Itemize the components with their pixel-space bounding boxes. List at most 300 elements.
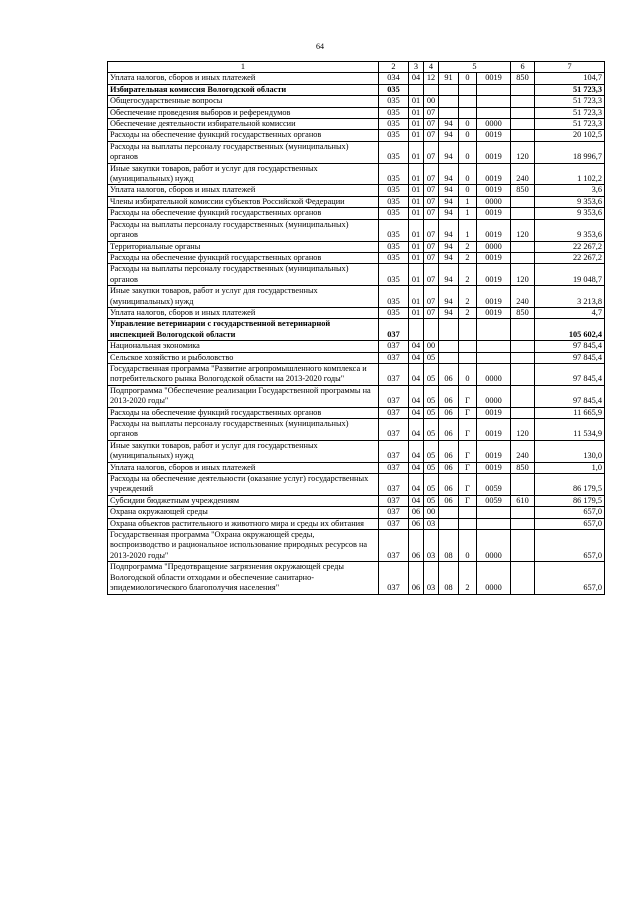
row-ved: 037 <box>379 319 409 341</box>
table-row <box>108 219 605 241</box>
row-program: 94 <box>439 252 459 263</box>
row-rz: 01 <box>409 264 424 286</box>
header-col-5: 5 <box>439 62 511 73</box>
row-subprogram: 0 <box>459 530 477 562</box>
row-program: 94 <box>439 163 459 185</box>
row-direction <box>477 319 511 341</box>
row-subprogram: Г <box>459 407 477 418</box>
row-rz: 04 <box>409 352 424 363</box>
row-ved: 035 <box>379 219 409 241</box>
row-rz <box>409 84 424 95</box>
row-rz: 04 <box>409 474 424 496</box>
row-ved: 037 <box>379 518 409 529</box>
row-program: 91 <box>439 73 459 84</box>
header-col-4: 4 <box>424 62 439 73</box>
row-direction: 0000 <box>477 196 511 207</box>
row-pr: 05 <box>424 385 439 407</box>
row-subprogram: 1 <box>459 208 477 219</box>
row-rz: 01 <box>409 119 424 130</box>
row-subprogram: Г <box>459 440 477 462</box>
row-name: Государственная программа "Развитие агропромышленного комплекса и потребительского рынка Вологодской области на 2013-2020 годы" <box>108 363 379 385</box>
row-pr: 07 <box>424 107 439 118</box>
row-sum: 11 665,9 <box>535 407 605 418</box>
row-ved: 035 <box>379 241 409 252</box>
row-subprogram: 0 <box>459 141 477 163</box>
row-name: Иные закупки товаров, работ и услуг для государственных (муниципальных) нужд <box>108 440 379 462</box>
row-pr: 07 <box>424 196 439 207</box>
row-rz: 04 <box>409 462 424 473</box>
row-sum: 9 353,6 <box>535 219 605 241</box>
row-expense-type <box>511 341 535 352</box>
row-ved: 037 <box>379 440 409 462</box>
row-sum: 130,0 <box>535 440 605 462</box>
row-program: 06 <box>439 385 459 407</box>
row-sum: 97 845,4 <box>535 341 605 352</box>
row-expense-type <box>511 363 535 385</box>
row-ved: 035 <box>379 208 409 219</box>
row-name: Охрана объектов растительного и животного мира и среды их обитания <box>108 518 379 529</box>
row-direction: 0019 <box>477 73 511 84</box>
row-rz <box>409 319 424 341</box>
row-name: Обеспечение проведения выборов и референдумов <box>108 107 379 118</box>
table-row <box>108 407 605 418</box>
row-pr: 03 <box>424 562 439 594</box>
row-ved: 037 <box>379 530 409 562</box>
row-rz: 04 <box>409 407 424 418</box>
row-subprogram: 2 <box>459 252 477 263</box>
row-program <box>439 84 459 95</box>
row-name: Расходы на выплаты персоналу государственных (муниципальных) органов <box>108 419 379 441</box>
row-ved: 037 <box>379 495 409 506</box>
table-row <box>108 319 605 341</box>
row-sum: 657,0 <box>535 562 605 594</box>
row-name: Избирательная комиссия Вологодской области <box>108 84 379 95</box>
row-rz: 01 <box>409 185 424 196</box>
row-expense-type <box>511 252 535 263</box>
table-row <box>108 507 605 518</box>
row-program: 94 <box>439 241 459 252</box>
row-pr: 07 <box>424 163 439 185</box>
row-expense-type <box>511 507 535 518</box>
row-direction: 0019 <box>477 440 511 462</box>
row-pr <box>424 319 439 341</box>
table-row <box>108 307 605 318</box>
table-row <box>108 462 605 473</box>
row-rz: 01 <box>409 141 424 163</box>
row-name: Уплата налогов, сборов и иных платежей <box>108 73 379 84</box>
row-sum: 97 845,4 <box>535 385 605 407</box>
row-ved: 035 <box>379 252 409 263</box>
row-subprogram <box>459 319 477 341</box>
row-sum: 20 102,5 <box>535 130 605 141</box>
table-row <box>108 163 605 185</box>
row-name: Расходы на обеспечение функций государственных органов <box>108 130 379 141</box>
row-direction: 0019 <box>477 219 511 241</box>
row-sum: 51 723,3 <box>535 107 605 118</box>
header-col-2: 2 <box>379 62 409 73</box>
row-sum: 11 534,9 <box>535 419 605 441</box>
row-direction: 0019 <box>477 141 511 163</box>
row-pr: 07 <box>424 307 439 318</box>
header-col-6: 6 <box>511 62 535 73</box>
row-pr: 05 <box>424 462 439 473</box>
row-sum: 86 179,5 <box>535 495 605 506</box>
table-row <box>108 352 605 363</box>
row-rz: 01 <box>409 96 424 107</box>
table-row <box>108 419 605 441</box>
row-expense-type: 120 <box>511 419 535 441</box>
row-sum: 9 353,6 <box>535 196 605 207</box>
row-pr: 12 <box>424 73 439 84</box>
row-expense-type <box>511 319 535 341</box>
header-col-7: 7 <box>535 62 605 73</box>
row-subprogram <box>459 352 477 363</box>
row-ved: 035 <box>379 185 409 196</box>
row-pr: 07 <box>424 141 439 163</box>
row-expense-type: 850 <box>511 185 535 196</box>
row-rz: 04 <box>409 495 424 506</box>
table-row <box>108 107 605 118</box>
row-name: Государственная программа "Охрана окружающей среды, воспроизводство и рациональное использование природных ресурсов на 2013-2020 годы" <box>108 530 379 562</box>
row-ved: 035 <box>379 196 409 207</box>
row-sum: 4,7 <box>535 307 605 318</box>
row-rz: 06 <box>409 518 424 529</box>
row-expense-type <box>511 130 535 141</box>
row-sum: 657,0 <box>535 518 605 529</box>
row-direction <box>477 518 511 529</box>
table-row <box>108 130 605 141</box>
row-sum: 1,0 <box>535 462 605 473</box>
row-ved: 037 <box>379 562 409 594</box>
row-subprogram: 1 <box>459 219 477 241</box>
row-rz: 01 <box>409 286 424 308</box>
row-name: Национальная экономика <box>108 341 379 352</box>
row-direction <box>477 341 511 352</box>
row-direction: 0019 <box>477 185 511 196</box>
row-pr: 05 <box>424 440 439 462</box>
row-subprogram: 0 <box>459 163 477 185</box>
row-name: Расходы на выплаты персоналу государственных (муниципальных) органов <box>108 264 379 286</box>
row-direction <box>477 84 511 95</box>
row-name: Расходы на выплаты персоналу государственных (муниципальных) органов <box>108 219 379 241</box>
row-direction: 0019 <box>477 419 511 441</box>
row-subprogram <box>459 84 477 95</box>
row-direction: 0019 <box>477 208 511 219</box>
table-row <box>108 252 605 263</box>
row-sum: 104,7 <box>535 73 605 84</box>
row-subprogram: 2 <box>459 264 477 286</box>
row-direction: 0000 <box>477 241 511 252</box>
table-row <box>108 562 605 594</box>
row-program: 06 <box>439 474 459 496</box>
row-sum: 105 602,4 <box>535 319 605 341</box>
row-program: 94 <box>439 185 459 196</box>
row-pr: 00 <box>424 341 439 352</box>
row-rz: 04 <box>409 73 424 84</box>
row-name: Субсидии бюджетным учреждениям <box>108 495 379 506</box>
row-expense-type: 120 <box>511 264 535 286</box>
row-sum: 51 723,3 <box>535 96 605 107</box>
row-direction: 0019 <box>477 286 511 308</box>
row-expense-type <box>511 241 535 252</box>
table-row <box>108 341 605 352</box>
row-sum: 22 267,2 <box>535 241 605 252</box>
row-pr <box>424 84 439 95</box>
row-sum: 1 102,2 <box>535 163 605 185</box>
row-expense-type: 240 <box>511 286 535 308</box>
row-rz: 01 <box>409 307 424 318</box>
row-expense-type <box>511 530 535 562</box>
row-program: 94 <box>439 286 459 308</box>
row-rz: 01 <box>409 219 424 241</box>
row-expense-type: 120 <box>511 141 535 163</box>
row-name: Управление ветеринарии с государственной ветеринарной инспекцией Вологодской области <box>108 319 379 341</box>
row-direction <box>477 107 511 118</box>
row-pr: 07 <box>424 264 439 286</box>
table-row <box>108 286 605 308</box>
row-direction <box>477 352 511 363</box>
row-direction: 0059 <box>477 474 511 496</box>
row-expense-type <box>511 84 535 95</box>
row-pr: 00 <box>424 96 439 107</box>
row-pr: 00 <box>424 507 439 518</box>
row-sum: 3 213,8 <box>535 286 605 308</box>
row-program: 06 <box>439 495 459 506</box>
table-body <box>108 73 605 594</box>
table-row <box>108 119 605 130</box>
row-program: 06 <box>439 440 459 462</box>
row-subprogram: Г <box>459 419 477 441</box>
table-row <box>108 208 605 219</box>
table-row <box>108 530 605 562</box>
row-pr: 05 <box>424 495 439 506</box>
row-ved: 035 <box>379 307 409 318</box>
row-expense-type: 610 <box>511 495 535 506</box>
row-expense-type: 240 <box>511 163 535 185</box>
row-expense-type: 240 <box>511 440 535 462</box>
row-pr: 07 <box>424 219 439 241</box>
row-ved: 035 <box>379 96 409 107</box>
row-subprogram: Г <box>459 474 477 496</box>
row-pr: 07 <box>424 208 439 219</box>
row-program: 06 <box>439 407 459 418</box>
row-expense-type <box>511 562 535 594</box>
row-ved: 035 <box>379 107 409 118</box>
row-program: 94 <box>439 307 459 318</box>
row-program <box>439 507 459 518</box>
row-sum: 9 353,6 <box>535 208 605 219</box>
row-pr: 05 <box>424 407 439 418</box>
row-name: Подпрограмма "Предотвращение загрязнения окружающей среды Вологодской области отходами и обеспечение санитарно-эпидемиологического благополучия населения" <box>108 562 379 594</box>
row-program <box>439 96 459 107</box>
table-row <box>108 385 605 407</box>
row-subprogram <box>459 96 477 107</box>
table-row <box>108 495 605 506</box>
row-program: 08 <box>439 530 459 562</box>
row-expense-type: 120 <box>511 219 535 241</box>
row-program: 94 <box>439 264 459 286</box>
row-rz: 01 <box>409 196 424 207</box>
row-expense-type: 850 <box>511 462 535 473</box>
table-row <box>108 440 605 462</box>
row-direction: 0059 <box>477 495 511 506</box>
row-rz: 01 <box>409 252 424 263</box>
row-pr: 07 <box>424 286 439 308</box>
row-rz: 04 <box>409 363 424 385</box>
row-ved: 035 <box>379 84 409 95</box>
row-direction: 0000 <box>477 385 511 407</box>
table-row <box>108 363 605 385</box>
row-name: Охрана окружающей среды <box>108 507 379 518</box>
row-pr: 05 <box>424 352 439 363</box>
table-row <box>108 264 605 286</box>
row-subprogram <box>459 107 477 118</box>
row-name: Иные закупки товаров, работ и услуг для государственных (муниципальных) нужд <box>108 163 379 185</box>
row-direction: 0019 <box>477 307 511 318</box>
row-sum: 97 845,4 <box>535 352 605 363</box>
row-sum: 22 267,2 <box>535 252 605 263</box>
row-expense-type <box>511 107 535 118</box>
row-direction: 0019 <box>477 264 511 286</box>
row-ved: 037 <box>379 363 409 385</box>
row-subprogram: Г <box>459 462 477 473</box>
row-direction: 0000 <box>477 530 511 562</box>
row-expense-type: 850 <box>511 73 535 84</box>
row-name: Расходы на обеспечение функций государственных органов <box>108 407 379 418</box>
row-expense-type <box>511 474 535 496</box>
row-subprogram: Г <box>459 385 477 407</box>
row-direction: 0000 <box>477 119 511 130</box>
row-expense-type <box>511 385 535 407</box>
row-pr: 07 <box>424 185 439 196</box>
row-name: Уплата налогов, сборов и иных платежей <box>108 462 379 473</box>
row-direction: 0000 <box>477 562 511 594</box>
row-rz: 01 <box>409 163 424 185</box>
row-program: 94 <box>439 196 459 207</box>
row-rz: 04 <box>409 385 424 407</box>
row-sum: 19 048,7 <box>535 264 605 286</box>
table-row <box>108 474 605 496</box>
row-sum: 51 723,3 <box>535 84 605 95</box>
row-expense-type <box>511 518 535 529</box>
row-name: Подпрограмма "Обеспечение реализации Государственной программы на 2013-2020 годы" <box>108 385 379 407</box>
row-direction <box>477 507 511 518</box>
table-row <box>108 196 605 207</box>
row-rz: 01 <box>409 130 424 141</box>
table-row <box>108 241 605 252</box>
row-subprogram <box>459 341 477 352</box>
row-sum: 18 996,7 <box>535 141 605 163</box>
row-subprogram: 2 <box>459 307 477 318</box>
row-sum: 657,0 <box>535 530 605 562</box>
row-name: Иные закупки товаров, работ и услуг для государственных (муниципальных) нужд <box>108 286 379 308</box>
row-program <box>439 352 459 363</box>
row-expense-type: 850 <box>511 307 535 318</box>
page-number: 64 <box>316 42 324 51</box>
budget-table <box>107 61 605 595</box>
row-rz: 06 <box>409 507 424 518</box>
row-pr: 07 <box>424 241 439 252</box>
row-ved: 037 <box>379 407 409 418</box>
row-ved: 035 <box>379 130 409 141</box>
row-rz: 04 <box>409 440 424 462</box>
row-direction: 0019 <box>477 462 511 473</box>
row-name: Расходы на обеспечение деятельности (оказание услуг) государственных учреждений <box>108 474 379 496</box>
table-row <box>108 96 605 107</box>
row-program <box>439 107 459 118</box>
row-program: 94 <box>439 141 459 163</box>
row-expense-type <box>511 119 535 130</box>
row-pr: 03 <box>424 518 439 529</box>
header-col-1: 1 <box>108 62 379 73</box>
row-program: 94 <box>439 219 459 241</box>
row-sum: 51 723,3 <box>535 119 605 130</box>
row-subprogram: 0 <box>459 73 477 84</box>
row-sum: 86 179,5 <box>535 474 605 496</box>
row-name: Сельское хозяйство и рыболовство <box>108 352 379 363</box>
row-program: 06 <box>439 419 459 441</box>
header-col-3: 3 <box>409 62 424 73</box>
row-rz: 04 <box>409 341 424 352</box>
row-program: 94 <box>439 130 459 141</box>
row-ved: 035 <box>379 286 409 308</box>
row-expense-type <box>511 352 535 363</box>
row-pr: 07 <box>424 130 439 141</box>
row-name: Территориальные органы <box>108 241 379 252</box>
row-ved: 035 <box>379 264 409 286</box>
row-expense-type <box>511 96 535 107</box>
row-program <box>439 341 459 352</box>
row-program: 06 <box>439 363 459 385</box>
row-pr: 05 <box>424 363 439 385</box>
row-subprogram: 0 <box>459 363 477 385</box>
row-name: Расходы на обеспечение функций государственных органов <box>108 252 379 263</box>
row-program: 06 <box>439 462 459 473</box>
row-direction <box>477 96 511 107</box>
row-program <box>439 319 459 341</box>
row-name: Члены избирательной комиссии субъектов Российской Федерации <box>108 196 379 207</box>
row-rz: 06 <box>409 562 424 594</box>
row-sum: 657,0 <box>535 507 605 518</box>
row-sum: 97 845,4 <box>535 363 605 385</box>
row-ved: 037 <box>379 474 409 496</box>
row-subprogram: 2 <box>459 286 477 308</box>
row-pr: 07 <box>424 119 439 130</box>
table-row <box>108 518 605 529</box>
table-row <box>108 185 605 196</box>
row-sum: 3,6 <box>535 185 605 196</box>
row-subprogram: 0 <box>459 185 477 196</box>
row-ved: 037 <box>379 385 409 407</box>
row-program: 94 <box>439 208 459 219</box>
row-program <box>439 518 459 529</box>
table-row <box>108 141 605 163</box>
row-expense-type <box>511 208 535 219</box>
row-rz: 01 <box>409 107 424 118</box>
row-expense-type <box>511 407 535 418</box>
row-pr: 07 <box>424 252 439 263</box>
row-subprogram <box>459 507 477 518</box>
row-ved: 037 <box>379 507 409 518</box>
row-direction: 0019 <box>477 130 511 141</box>
row-direction: 0000 <box>477 363 511 385</box>
row-ved: 035 <box>379 163 409 185</box>
row-direction: 0019 <box>477 252 511 263</box>
row-ved: 035 <box>379 119 409 130</box>
row-ved: 037 <box>379 341 409 352</box>
row-subprogram: 1 <box>459 196 477 207</box>
row-subprogram: 2 <box>459 562 477 594</box>
